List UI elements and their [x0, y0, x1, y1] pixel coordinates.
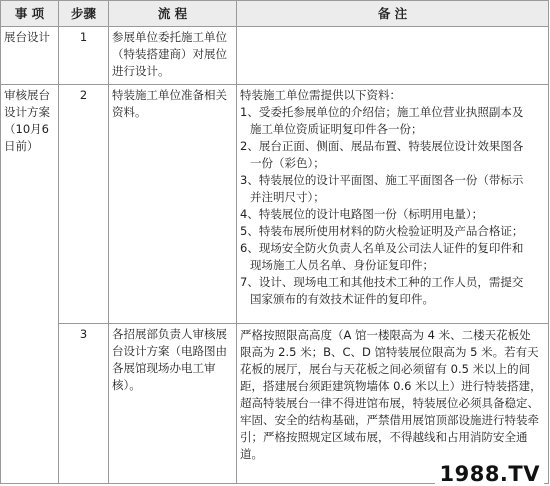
notes-intro: 特装施工单位需提供以下资料：: [240, 88, 401, 102]
table-row: [1, 27, 549, 85]
note-line: 并注明尺寸）；: [250, 190, 325, 204]
process-cell: 参展单位委托施工单位（特装搭建商）对展位进行设计。: [109, 27, 237, 85]
note-line: 4、特装展位的设计电路图一份（标明用电量）；: [240, 207, 484, 221]
header-row: [1, 1, 549, 27]
watermark-logo: 1988.TV: [435, 462, 544, 486]
note-line: 国家颁布的有效技术证件的复印件。: [250, 292, 434, 306]
note-line: 5、特装布展所使用材料的防火检验证明及产品合格证；: [240, 224, 524, 238]
header-notes: 备 注: [237, 1, 549, 27]
step-cell: 2: [59, 85, 109, 324]
note-line: 施工单位资质证明复印件各一份；: [250, 122, 423, 136]
item-cell-review: [1, 85, 59, 484]
header-item: 事 项: [1, 1, 59, 27]
note-line: 3、特装展位的设计平面图、施工平面图各一份（带标示: [240, 173, 524, 187]
step-cell: 1: [59, 27, 109, 85]
header-step: 步骤: [59, 1, 109, 27]
item-line: 设计方案: [4, 105, 50, 119]
notes-cell: 严格按照限高高度（A 馆一楼限高为 4 米、二楼天花板处限高为 2.5 米；B、C、D 馆特装展位限高为 5 米。若有天花板的展厅，展台与天花板之间必须留有 0.5 米以上的间距，搭建展台须距建筑物墙体 0.6 米以上）进行特装搭建，超高特装展台一律不得进馆布展，特装展位必须具备稳定、牢固、安全的结构基础，严禁借用展馆顶部设施进行特装牵引；严格按照规定区域布展，不得越线和占用消防安全通道。: [237, 324, 549, 484]
note-line: 6、现场安全防火负责人名单及公司法人证件的复印件和: [240, 241, 524, 255]
process-cell: 各招展部负责人审核展台设计方案（电路图由各展馆现场办电工审核）。: [109, 324, 237, 484]
table-row: [1, 324, 549, 484]
step-cell: 3: [59, 324, 109, 484]
note-line: 一份（彩色）；: [250, 156, 325, 170]
item-line: （10月6: [4, 122, 49, 136]
table-row: [1, 85, 549, 324]
notes-cell: [237, 85, 549, 324]
note-line: 7、设计、现场电工和其他技术工种的工作人员，需提交: [240, 275, 524, 289]
note-line: 1、受委托参展单位的介绍信；施工单位营业执照副本及: [240, 105, 524, 119]
item-line: 审核展台: [4, 88, 50, 102]
process-cell: 特装施工单位准备相关资料。: [109, 85, 237, 324]
notes-cell: [237, 27, 549, 85]
header-process: 流 程: [109, 1, 237, 27]
note-line: 2、展台正面、侧面、展品布置、特装展位设计效果图各: [240, 139, 524, 153]
item-line: 日前）: [4, 139, 39, 153]
item-cell: 展台设计: [1, 27, 59, 85]
note-line: 现场施工人员名单、身份证复印件；: [250, 258, 434, 272]
